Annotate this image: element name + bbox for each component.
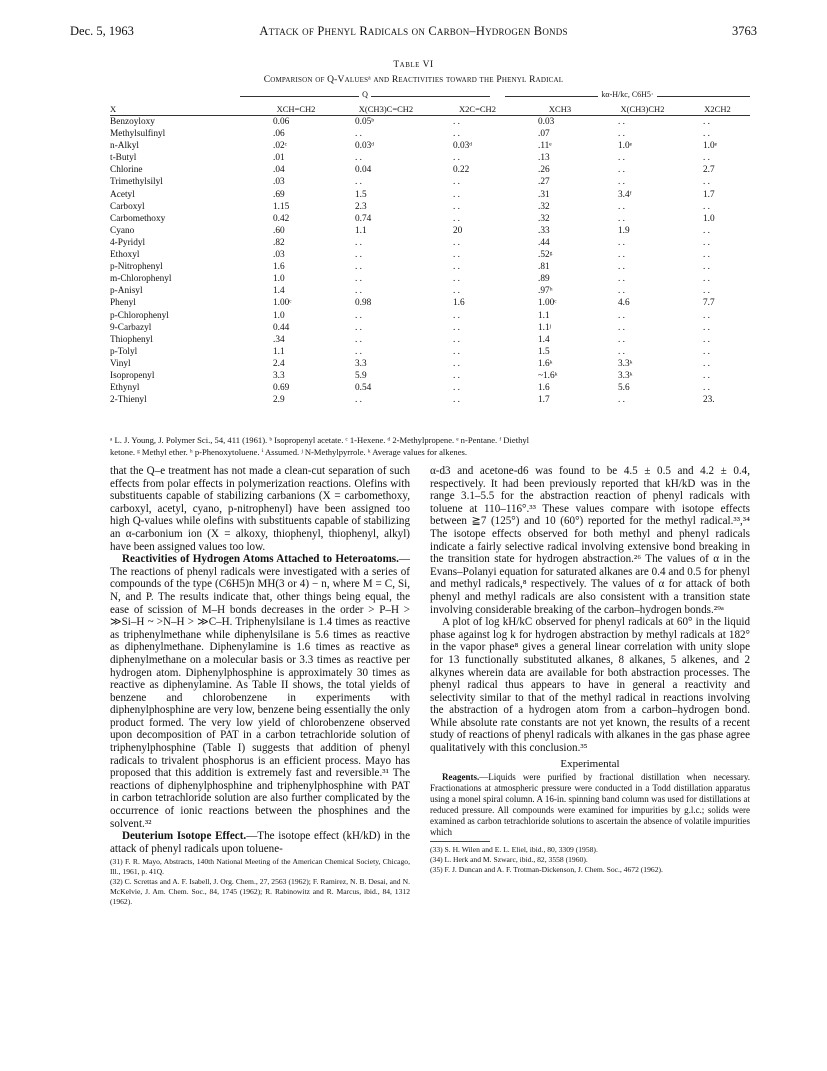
value-cell: . . xyxy=(703,117,710,127)
left-paragraph-1: that the Q–e treatment has not made a clean-cut separation of such effects from polar effects in polymerization reactions. Olefins with substituents capable of stabilizing carbanions (X = carbomethoxy, carboxyl, acetyl, cyano, p-nitrophenyl) have been assigned too high Q-values while olefins with substituents capable of stabilizing an α-carbonium ion (X = alkoxy, thiophenyl, thiophenyl, alkyl) have been assigned values too low. xyxy=(110,465,410,553)
value-cell: ~1.6ᵏ xyxy=(538,370,558,381)
value-cell: . . xyxy=(453,395,460,406)
column-header: XCH=CH2 xyxy=(255,103,337,116)
substituent-cell: Carboxyl xyxy=(110,201,145,212)
value-cell: 1.00ᶜ xyxy=(538,298,557,309)
value-cell: . . xyxy=(618,213,625,224)
substituent-cell: 4-Pyridyl xyxy=(110,237,146,248)
value-cell: . . xyxy=(453,117,460,127)
value-cell: . . xyxy=(703,237,710,248)
value-cell: 0.74 xyxy=(355,213,372,224)
value-cell: .32 xyxy=(538,213,550,224)
value-cell: 7.7 xyxy=(703,298,715,309)
value-cell: 0.03ᵈ xyxy=(355,141,375,152)
value-cell: . . xyxy=(618,395,625,406)
value-cell: .02ᶜ xyxy=(273,141,287,152)
column-header: X2C=CH2 xyxy=(435,103,520,116)
substituent-cell: Carbomethoxy xyxy=(110,213,166,224)
table-row xyxy=(110,249,750,261)
substituent-cell: Methylsulfinyl xyxy=(110,129,166,140)
value-cell: 0.44 xyxy=(273,322,290,333)
table-row xyxy=(110,152,750,164)
value-cell: . . xyxy=(453,346,460,357)
value-cell: .11ᵉ xyxy=(538,141,552,152)
table-body xyxy=(110,116,750,407)
value-cell: .69 xyxy=(273,189,285,200)
value-cell: . . xyxy=(618,334,625,345)
value-cell: . . xyxy=(703,310,710,321)
value-cell: .82 xyxy=(273,237,285,248)
table-row xyxy=(110,285,750,297)
substituent-cell: Cyano xyxy=(110,225,135,236)
value-cell: .26 xyxy=(538,165,550,176)
value-cell: 3.3 xyxy=(355,358,367,369)
value-cell: . . xyxy=(355,262,362,273)
value-cell: . . xyxy=(355,334,362,345)
left-paragraph-3: —The isotope effect (kH/kD) in the attack of phenyl radicals upon toluene- xyxy=(110,830,410,855)
value-cell: . . xyxy=(618,117,625,127)
value-cell: . . xyxy=(618,129,625,140)
running-title: Attack of Phenyl Radicals on Carbon–Hydrogen Bonds xyxy=(259,24,568,38)
page-number: 3763 xyxy=(732,24,757,38)
value-cell: . . xyxy=(618,262,625,273)
value-cell: 1.0 xyxy=(273,310,285,321)
table-row xyxy=(110,370,750,382)
value-cell: . . xyxy=(703,129,710,140)
data-table xyxy=(110,103,750,406)
value-cell: . . xyxy=(355,346,362,357)
value-cell: . . xyxy=(355,177,362,188)
table-row xyxy=(110,189,750,201)
value-cell: 1.4 xyxy=(538,334,550,345)
value-cell: . . xyxy=(355,153,362,164)
substituent-cell: p-Nitrophenyl xyxy=(110,262,163,273)
value-cell: .33 xyxy=(538,225,550,236)
table-row xyxy=(110,225,750,237)
value-cell: 0.22 xyxy=(453,165,470,176)
value-cell: . . xyxy=(453,177,460,188)
value-cell: . . xyxy=(703,225,710,236)
substituent-cell: Ethynyl xyxy=(110,383,140,394)
value-cell: 1.1 xyxy=(355,225,367,236)
table-row xyxy=(110,213,750,225)
table-footnotes xyxy=(110,434,750,458)
value-cell: . . xyxy=(618,250,625,261)
substituent-cell: Phenyl xyxy=(110,298,136,309)
table-row xyxy=(110,358,750,370)
value-cell: 5.6 xyxy=(618,383,630,394)
substituent-cell: Benzoyloxy xyxy=(110,117,155,127)
value-cell: .03 xyxy=(273,177,285,188)
table-row xyxy=(110,346,750,358)
substituent-cell: Thiophenyl xyxy=(110,334,153,345)
value-cell: 1.7 xyxy=(703,189,715,200)
reagents-heading: Reagents. xyxy=(442,772,480,783)
value-cell: . . xyxy=(618,165,625,176)
substituent-cell: m-Chlorophenyl xyxy=(110,274,172,285)
value-cell: 4.6 xyxy=(618,298,630,309)
value-cell: 1.1 xyxy=(273,346,285,357)
reagents-paragraph: —Liquids were purified by fractional distillation when necessary. Fractionations at atmospheric pressure were conducted in a Todd distillation apparatus using a monel spiral column. A 16-in. spinning band column was used for distillations at reduced pressure. All compounds were examined for impurities by g.l.c.; solids were examined as carbon tetrachloride solutions to ascertain the absence of volatile impurities which xyxy=(430,772,750,838)
reference-32: (32) C. Screttas and A. F. Isabell, J. Org. Chem., 27, 2563 (1962); F. Ramirez, N. B. Desai, and N. McKelvie, J. Am. Chem. Soc., 84, 1745 (1962); R. Rabinowitz and R. Marcus, ibid., 84, 1312 (1962). xyxy=(110,877,410,907)
value-cell: 1.0ᵉ xyxy=(618,141,633,152)
experimental-heading: Experimental xyxy=(560,757,620,770)
substituent-cell: p-Chlorophenyl xyxy=(110,310,169,321)
value-cell: . . xyxy=(703,358,710,369)
value-cell: . . xyxy=(355,322,362,333)
substituent-cell: Chlorine xyxy=(110,165,143,176)
column-header: X(CH3)C=CH2 xyxy=(337,103,435,116)
value-cell: .34 xyxy=(273,334,285,345)
value-cell: 3.3 xyxy=(273,370,285,381)
value-cell: .03 xyxy=(273,250,285,261)
value-cell: . . xyxy=(453,358,460,369)
value-cell: . . xyxy=(703,153,710,164)
value-cell: . . xyxy=(618,201,625,212)
value-cell: 0.06 xyxy=(273,117,290,127)
footnote-rule xyxy=(430,841,490,842)
substituent-cell: Ethoxyl xyxy=(110,250,140,261)
right-paragraph-2: A plot of log kH/kC observed for phenyl radicals at 60° in the liquid phase against log k for hydrogen abstraction by methyl radicals at 182° in the vapor phase⁸ gives a general linear correlation with unity slope for 13 functionally substituted alkanes, 8 alkanes, 5 alkenes, and 2 alkynes wherein data are available for both abstraction processes. The phenyl radical thus appears to have in general a reactivity and selectivity similar to that of the methyl radical in reactions involving the abstraction of a hydrogen atom from a carbon–hydrogen bond. While absolute rate constants are not yet known, the results of a recent study of reactions of phenyl radicals with alkanes in the gas phase agree qualitatively with this conclusion.³⁵ xyxy=(430,616,750,755)
value-cell: . . xyxy=(453,310,460,321)
value-cell: . . xyxy=(453,129,460,140)
value-cell: . . xyxy=(703,346,710,357)
table-row xyxy=(110,273,750,285)
value-cell: 0.04 xyxy=(355,165,372,176)
value-cell: 1.6 xyxy=(453,298,465,309)
value-cell: 2.9 xyxy=(273,395,285,406)
value-cell: 5.9 xyxy=(355,370,367,381)
value-cell: . . xyxy=(453,189,460,200)
value-cell: . . xyxy=(703,286,710,297)
value-cell: . . xyxy=(703,383,710,394)
value-cell: . . xyxy=(703,250,710,261)
reference-33: (33) S. H. Wilen and E. L. Eliel, ibid., 80, 3309 (1958). xyxy=(430,845,598,855)
value-cell: . . xyxy=(703,274,710,285)
substituent-cell: 2-Thienyl xyxy=(110,395,147,406)
value-cell: . . xyxy=(618,310,625,321)
value-cell: . . xyxy=(453,334,460,345)
value-cell: 0.42 xyxy=(273,213,290,224)
table-row xyxy=(110,310,750,322)
heading-heteroatoms: Reactivities of Hydrogen Atoms Attached to Heteroatoms. xyxy=(122,553,399,566)
reference-34: (34) L. Herk and M. Szwarc, ibid., 82, 3558 (1960). xyxy=(430,855,588,865)
value-cell: .06 xyxy=(273,129,285,140)
value-cell: 0.03ᵈ xyxy=(453,141,473,152)
value-cell: . . xyxy=(453,286,460,297)
value-cell: 1.4 xyxy=(273,286,285,297)
value-cell: .27 xyxy=(538,177,550,188)
table-caption: Comparison of Q-Valuesᵃ and Reactivities toward the Phenyl Radical xyxy=(263,75,564,85)
substituent-cell: Acetyl xyxy=(110,189,135,200)
value-cell: .32 xyxy=(538,201,550,212)
value-cell: . . xyxy=(355,250,362,261)
value-cell: 2.3 xyxy=(355,201,367,212)
table-row xyxy=(110,261,750,273)
value-cell: . . xyxy=(355,395,362,406)
substituent-cell: Vinyl xyxy=(110,358,131,369)
table-row xyxy=(110,394,750,406)
value-cell: .44 xyxy=(538,237,550,248)
table-row xyxy=(110,334,750,346)
table-header-row xyxy=(110,103,750,116)
value-cell: 23. xyxy=(703,395,715,406)
value-cell: . . xyxy=(618,286,625,297)
value-cell: . . xyxy=(618,153,625,164)
value-cell: 1.5 xyxy=(355,189,367,200)
table-row xyxy=(110,237,750,249)
substituent-cell: 9-Carbazyl xyxy=(110,322,152,333)
value-cell: . . xyxy=(453,153,460,164)
value-cell: 1.6 xyxy=(538,383,550,394)
table-number: Table VI xyxy=(393,60,434,70)
value-cell: .89 xyxy=(538,274,550,285)
table-row xyxy=(110,176,750,188)
value-cell: .52ᵍ xyxy=(538,250,553,261)
table-row xyxy=(110,116,750,129)
heading-isotope-effect: Deuterium Isotope Effect. xyxy=(122,830,247,843)
column-header: X(CH3)CH2 xyxy=(600,103,685,116)
value-cell: .97ʰ xyxy=(538,286,553,297)
value-cell: 0.03 xyxy=(538,117,555,127)
value-cell: . . xyxy=(453,201,460,212)
table-row xyxy=(110,322,750,334)
substituent-cell: n-Alkyl xyxy=(110,141,139,152)
left-column xyxy=(110,465,410,907)
value-cell: 1.5 xyxy=(538,346,550,357)
value-cell: . . xyxy=(453,250,460,261)
k-group-header xyxy=(505,90,750,102)
value-cell: 0.54 xyxy=(355,383,372,394)
value-cell: . . xyxy=(703,201,710,212)
column-header: XCH3 xyxy=(520,103,600,116)
substituent-cell: t-Butyl xyxy=(110,153,137,164)
value-cell: 1.1ʲ xyxy=(538,322,552,333)
value-cell: . . xyxy=(618,274,625,285)
value-cell: 3.3ᵏ xyxy=(618,358,633,369)
reference-31: (31) F. R. Mayo, Abstracts, 140th National Meeting of the American Chemical Society, Chicago, Ill., 1961, p. 41Q. xyxy=(110,857,410,877)
value-cell: . . xyxy=(703,334,710,345)
value-cell: 1.6ᵏ xyxy=(538,358,553,369)
value-cell: . . xyxy=(618,346,625,357)
value-cell: 1.0ᵉ xyxy=(703,141,718,152)
value-cell: 1.9 xyxy=(618,225,630,236)
table-row xyxy=(110,201,750,213)
value-cell: 1.1 xyxy=(538,310,550,321)
table-footnote-line-1: ᵃ L. J. Young, J. Polymer Sci., 54, 411 (1961). ᵇ Isopropenyl acetate. ᶜ 1-Hexene. ᵈ 2-Methylpropene. ᵉ n-Pentane. ᶠ Diethyl xyxy=(110,435,530,445)
value-cell: 3.3ᵏ xyxy=(618,370,633,381)
column-header: X xyxy=(110,103,255,116)
value-cell: 1.0 xyxy=(273,274,285,285)
value-cell: . . xyxy=(453,370,460,381)
value-cell: . . xyxy=(453,383,460,394)
value-cell: 0.05ᵇ xyxy=(355,117,375,127)
q-group-label: Q xyxy=(359,90,371,99)
value-cell: . . xyxy=(703,262,710,273)
value-cell: .60 xyxy=(273,225,285,236)
table-row xyxy=(110,128,750,140)
value-cell: . . xyxy=(453,237,460,248)
value-cell: 0.98 xyxy=(355,298,372,309)
value-cell: . . xyxy=(355,129,362,140)
reference-35: (35) F. J. Duncan and A. F. Trotman-Dickenson, J. Chem. Soc., 4672 (1962). xyxy=(430,865,663,875)
value-cell: . . xyxy=(618,237,625,248)
table-row xyxy=(110,164,750,176)
value-cell: 1.6 xyxy=(273,262,285,273)
value-cell: .13 xyxy=(538,153,550,164)
left-paragraph-2: —The reactions of phenyl radicals were investigated with a series of compounds of the type (C6H5)n MH(3 or 4) − n, where M = C, Si, N, and P. The results indicate that, other things being equal, the ease of scission of M–H bonds decreases in the order > P–H > ≫Si–H ~ >N–H > ≫C–H. Triphenylsilane is 1.4 times as reactive as triphenylmethane while diphenylsilane is 5.6 times as reactive as diphenylmethane. Diphenylamine is 1.6 times as reactive as diphenylmethane on a molecular basis or 3.3 times as reactive per hydrogen atom. Diphenylphosphine is approximately 30 times as reactive as diphenylamine. As Table II shows, the total yields of benzene and chlorobenzene in experiments with diphenylphosphine are very low, benzene being essentially the only product formed. The very low yield of chlorobenzene observed upon decomposition of PAT in a carbon tetrachloride solution of triphenylphosphine (Table I) suggests that addition of phenyl radicals to trivalent phosphorus is an efficient process. Mayo has proposed that this addition is extremely fast and reversible.³¹ The reactions of diphenylphosphine and triphenylphosphine with PAT in carbon tetrachloride solution are also further complicated by the occurrence of ionic reactions between the phosphines and the solvent.³² xyxy=(110,553,410,830)
value-cell: . . xyxy=(703,177,710,188)
value-cell: . . xyxy=(355,274,362,285)
k-group-label: kα-H/kc, C6H5· xyxy=(598,90,656,99)
value-cell: .31 xyxy=(538,189,550,200)
value-cell: . . xyxy=(618,177,625,188)
q-group-header xyxy=(240,90,490,102)
substituent-cell: p-Tolyl xyxy=(110,346,138,357)
value-cell: .07 xyxy=(538,129,550,140)
value-cell: 1.7 xyxy=(538,395,550,406)
value-cell: . . xyxy=(453,213,460,224)
value-cell: .81 xyxy=(538,262,550,273)
table-footnote-line-2: ketone. ᵍ Methyl ether. ʰ p-Phenoxytoluene. ⁱ Assumed. ʲ N-Methylpyrrole. ᵏ Average values for alkenes. xyxy=(110,447,468,457)
value-cell: . . xyxy=(355,237,362,248)
right-column xyxy=(430,465,750,875)
table-row xyxy=(110,297,750,309)
value-cell: . . xyxy=(703,322,710,333)
value-cell: .04 xyxy=(273,165,285,176)
value-cell: . . xyxy=(355,310,362,321)
value-cell: 2.7 xyxy=(703,165,715,176)
substituent-cell: p-Anisyl xyxy=(110,286,143,297)
value-cell: .01 xyxy=(273,153,285,164)
value-cell: . . xyxy=(355,286,362,297)
value-cell: 3.4ᶠ xyxy=(618,189,632,200)
value-cell: . . xyxy=(453,322,460,333)
table-row xyxy=(110,382,750,394)
value-cell: 0.69 xyxy=(273,383,290,394)
value-cell: . . xyxy=(703,370,710,381)
table-row xyxy=(110,140,750,152)
value-cell: 20 xyxy=(453,225,463,236)
value-cell: 2.4 xyxy=(273,358,285,369)
issue-date: Dec. 5, 1963 xyxy=(70,24,134,38)
value-cell: 1.15 xyxy=(273,201,290,212)
right-paragraph-1: α-d3 and acetone-d6 was found to be 4.5 ± 0.5 and 4.2 ± 0.4, respectively. It had been previously reported that kH/kD was in the range 3.1–5.5 for the abstraction reaction of phenyl radicals with toluene at 110–116°.³³ These values compare with isotope effects between ≧7 (125°) and 10 (60°) reported for the methyl radical.³³,³⁴ The isotope effects observed for both methyl and phenyl radicals indicate a fairly selective radical involving extensive bond breaking in the transition state for hydrogen abstraction.²⁶ The values of α in the Evans–Polanyi equation for saturated alkanes are 0.4 and 0.5 for phenyl and methyl radicals,⁸ respectively. The values of α for attack of both phenyl and methyl radicals are also consistent with a transition state involving considerable breaking of the carbon–hydrogen bonds.²⁹ᵃ xyxy=(430,465,750,616)
column-header: X2CH2 xyxy=(685,103,750,116)
value-cell: 1.0 xyxy=(703,213,715,224)
substituent-cell: Isopropenyl xyxy=(110,370,155,381)
value-cell: 1.00ᶜ xyxy=(273,298,292,309)
value-cell: . . xyxy=(453,262,460,273)
value-cell: . . xyxy=(453,274,460,285)
value-cell: . . xyxy=(618,322,625,333)
substituent-cell: Trimethylsilyl xyxy=(110,177,163,188)
